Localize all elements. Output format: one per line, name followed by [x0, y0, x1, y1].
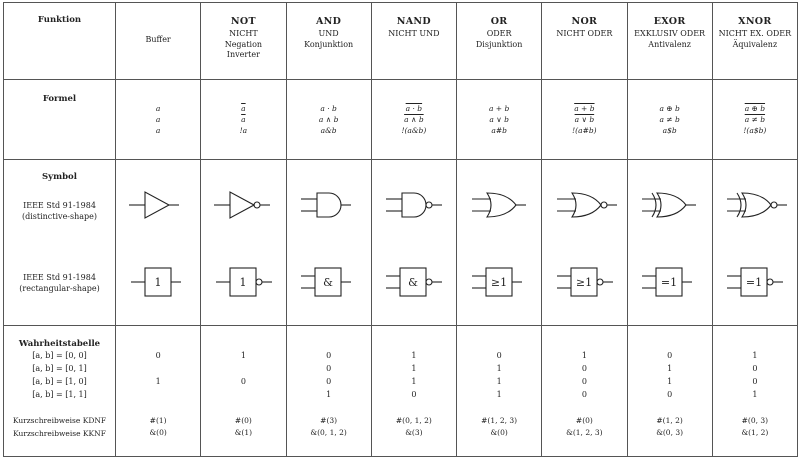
gate-german-name: NICHT [229, 28, 258, 38]
ieee-distinctive-label: IEEE Std 91-1984 [23, 201, 96, 211]
truth-value: 1 [240, 351, 246, 360]
symbol-nand [371, 160, 456, 326]
rectangular-gate-label: =1 [661, 276, 678, 289]
distinctive-symbol [376, 180, 451, 230]
rectangular-gate-shape [727, 268, 783, 296]
distinctive-gate-shape [301, 193, 351, 217]
rectangular-gate-label: =1 [746, 276, 763, 289]
formula-line: a ⊕ b [659, 104, 680, 113]
symbol-row [4, 160, 798, 326]
symbol-nor [542, 160, 627, 326]
symbol-xnor [712, 160, 797, 326]
formula-xnor [712, 80, 797, 160]
truth-value: 1 [411, 364, 417, 373]
rectangular-gate-shape [472, 268, 522, 296]
truth-value: 0 [326, 364, 332, 373]
formula-line: !a [239, 126, 248, 135]
truth-and [286, 326, 371, 457]
distinctive-gate-shape [214, 192, 270, 218]
kknf-value: &(0, 3) [656, 428, 684, 438]
truth-values [628, 351, 712, 403]
kknf-value: &(1, 2) [741, 428, 769, 438]
rectangular-gate-shape [216, 268, 272, 296]
truth-value: 1 [411, 351, 417, 360]
formula-line: $\overline{a}$ [241, 104, 246, 113]
truth-value: 0 [667, 351, 673, 360]
truth-value: 1 [155, 377, 161, 386]
formula-line: a ∨ b [574, 115, 595, 124]
formula-line: a&b [320, 126, 337, 135]
kknf-value: &(1, 2, 3) [566, 428, 603, 438]
gate-alt-name-2: Inverter [226, 50, 260, 60]
gate-german-name: UND [318, 28, 339, 38]
gate-header-xnor [712, 3, 797, 80]
truth-values [457, 351, 541, 403]
truth-values [116, 351, 200, 403]
formula-line: a ∧ b [404, 115, 424, 124]
formula-line: !(a$b) [743, 126, 767, 135]
formula-line: a#b [491, 126, 507, 135]
rectangular-symbol [206, 257, 281, 307]
gate-header-buffer [116, 3, 201, 80]
gate-name: EXOR [653, 16, 686, 27]
formula-buffer [116, 80, 201, 160]
function-row [4, 3, 798, 80]
truth-buffer [116, 326, 201, 457]
gate-header-and [286, 3, 371, 80]
formula-line: $\overline{a}$ [241, 115, 246, 124]
formula-and [286, 80, 371, 160]
formula-line: a$b [662, 126, 677, 135]
distinctive-symbol [632, 180, 707, 230]
truth-value: 1 [667, 364, 673, 373]
formula-line: a ⊕ b [744, 104, 766, 113]
rectangular-gate-shape [642, 268, 692, 296]
formula-line: a · b [405, 104, 423, 113]
gate-header-not [201, 3, 286, 80]
kdnf-value: #(1) [149, 416, 167, 425]
kknf-value: &(1) [234, 428, 253, 438]
gate-german-name: NICHT UND [388, 28, 440, 38]
truth-value: 1 [496, 377, 502, 386]
kknf-value: &(0) [490, 428, 508, 438]
gate-alt-name: Äquivalenz [732, 39, 778, 49]
truth-value [201, 364, 285, 377]
symbol-row-label [4, 160, 116, 326]
gate-german-name: ODER [486, 28, 512, 38]
formula-exor [627, 80, 712, 160]
gate-german-name: EXKLUSIV ODER [634, 28, 706, 38]
truth-value: 1 [752, 351, 758, 360]
distinctive-gate-shape [129, 192, 179, 218]
truth-table-row [4, 326, 798, 457]
formula-line: a + b [488, 104, 510, 113]
symbol-buffer [116, 160, 201, 326]
truth-xnor [712, 326, 797, 457]
rectangular-gate-label: ≥1 [575, 276, 592, 289]
distinctive-gate-shape [642, 193, 696, 217]
distinctive-symbol [206, 180, 281, 230]
kdnf-value: #(0, 3) [741, 416, 769, 425]
gate-name: NOR [571, 16, 598, 27]
distinctive-symbol [121, 180, 196, 230]
symbol-or [457, 160, 542, 326]
formula-line: a [155, 115, 161, 124]
distinctive-gate-shape [557, 193, 617, 217]
formula-or [457, 80, 542, 160]
kdnf-value: #(1, 2, 3) [481, 416, 518, 425]
truth-nand [371, 326, 456, 457]
distinctive-gate-shape [727, 193, 787, 217]
input-combination-01: [a, b] = [0, 1] [32, 364, 87, 374]
logic-gate-table [3, 2, 798, 457]
ieee-distinctive-sublabel: (distinctive-shape) [21, 212, 98, 222]
rectangular-gate-label: 1 [239, 276, 247, 289]
formula-line: a ∧ b [318, 115, 339, 124]
distinctive-symbol [547, 180, 622, 230]
gate-header-exor [627, 3, 712, 80]
truth-values [201, 351, 285, 403]
kknf-value: &(0, 1, 2) [310, 428, 347, 438]
truth-value [116, 390, 200, 403]
kdnf-value: #(0, 1, 2) [395, 416, 432, 425]
formula-not [201, 80, 286, 160]
symbol-exor [627, 160, 712, 326]
input-combination-11: [a, b] = [1, 1] [32, 390, 87, 400]
formula-line: a ≠ b [659, 115, 680, 124]
gate-name: AND [316, 16, 342, 27]
truth-value: 0 [581, 364, 587, 373]
truth-value: 1 [326, 390, 332, 399]
gate-name: NOT [230, 16, 256, 27]
formula-row [4, 80, 798, 160]
gate-alt-name: Negation [224, 39, 263, 49]
function-row-label [4, 3, 116, 80]
formula-nor [542, 80, 627, 160]
truth-table-row-label [4, 326, 116, 457]
gate-name: NAND [396, 16, 431, 27]
gate-header-nand [371, 3, 456, 80]
formula-line: !(a&b) [401, 126, 427, 135]
ieee-rect-sublabel: (rectangular-shape) [19, 283, 100, 293]
truth-value: 1 [496, 364, 502, 373]
truth-value: 0 [667, 390, 673, 399]
truth-values [287, 351, 371, 403]
truth-value: 1 [752, 390, 758, 399]
truth-value [201, 390, 285, 403]
rectangular-gate-label: ≥1 [490, 276, 507, 289]
rectangular-symbol [632, 257, 707, 307]
gate-german-name: NICHT EX. ODER [718, 28, 792, 38]
truth-values [542, 351, 626, 403]
kdnf-value: #(1, 2) [656, 416, 683, 425]
truth-values [713, 351, 797, 403]
truth-value: 1 [667, 377, 673, 386]
truth-nor [542, 326, 627, 457]
symbol-label: Symbol [42, 172, 77, 182]
formula-line: a + b [574, 104, 595, 113]
gate-header-or [457, 3, 542, 80]
truth-value: 1 [581, 351, 587, 360]
truth-value: 0 [326, 377, 332, 386]
kknf-value: &(3) [405, 428, 423, 438]
formula-line: a · b [320, 104, 337, 113]
truth-value: 0 [240, 377, 246, 386]
kknf-value: &(0) [149, 428, 167, 438]
formula-label: Formel [42, 94, 77, 104]
distinctive-symbol [291, 180, 366, 230]
formula-nand [371, 80, 456, 160]
gate-alt-name: Konjunktion [304, 39, 354, 49]
kdnf-label: Kurzschreibweise KDNF [12, 416, 107, 426]
truth-values [372, 351, 456, 403]
truth-value: 1 [496, 390, 502, 399]
input-combination-10: [a, b] = [1, 0] [32, 377, 87, 387]
symbol-and [286, 160, 371, 326]
truth-exor [627, 326, 712, 457]
formula-row-label [4, 80, 116, 160]
rectangular-gate-shape [301, 268, 351, 296]
rectangular-gate-shape [131, 268, 181, 296]
distinctive-gate-shape [386, 193, 442, 217]
function-label: Funktion [37, 15, 82, 25]
truth-value [116, 364, 200, 377]
kdnf-value: #(0) [575, 416, 593, 425]
formula-line: a ∨ b [489, 115, 509, 124]
truth-value: 0 [496, 351, 502, 360]
rectangular-symbol [121, 257, 196, 307]
rectangular-symbol [717, 257, 792, 307]
gate-name: OR [490, 16, 508, 27]
rectangular-gate-label: & [408, 276, 419, 289]
rectangular-gate-shape [557, 268, 613, 296]
formula-line: a [155, 126, 161, 135]
formula-line: !(a#b) [572, 126, 597, 135]
truth-value: 0 [581, 390, 587, 399]
truth-or [457, 326, 542, 457]
truth-value: 0 [581, 377, 587, 386]
rectangular-gate-shape [386, 268, 442, 296]
truth-not [201, 326, 286, 457]
gate-alt-name: Disjunktion [475, 39, 523, 49]
truth-value: 0 [752, 377, 758, 386]
gate-header-nor [542, 3, 627, 80]
gate-alt-name: Antivalenz [648, 39, 691, 49]
formula-line: a ≠ b [744, 115, 766, 124]
input-combination-00: [a, b] = [0, 0] [32, 351, 87, 361]
rectangular-gate-label: 1 [154, 276, 162, 289]
rectangular-symbol [376, 257, 451, 307]
truth-value: 1 [411, 377, 417, 386]
truth-value: 0 [326, 351, 332, 360]
symbol-not [201, 160, 286, 326]
gate-name: XNOR [738, 16, 772, 27]
truth-table-label: Wahrheitstabelle [18, 339, 101, 349]
truth-value: 0 [155, 351, 161, 360]
kdnf-value: #(3) [320, 416, 338, 425]
rectangular-symbol [291, 257, 366, 307]
distinctive-symbol [462, 180, 537, 230]
truth-value: 0 [752, 364, 758, 373]
gate-german-name: NICHT ODER [556, 28, 613, 38]
truth-value: 0 [411, 390, 417, 399]
kknf-label: Kurzschreibweise KKNF [13, 428, 106, 438]
gate-alt-name: Buffer [145, 35, 171, 44]
ieee-rect-label: IEEE Std 91-1984 [23, 273, 96, 283]
distinctive-gate-shape [472, 193, 526, 217]
formula-line: a [155, 104, 161, 113]
rectangular-gate-label: & [323, 276, 334, 289]
distinctive-symbol [717, 180, 792, 230]
rectangular-symbol [462, 257, 537, 307]
kdnf-value: #(0) [234, 416, 252, 425]
rectangular-symbol [547, 257, 622, 307]
